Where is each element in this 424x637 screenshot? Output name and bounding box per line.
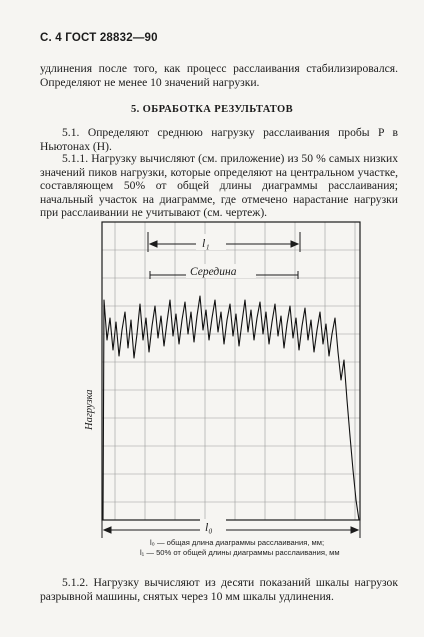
- l0-label: l₀: [205, 520, 213, 534]
- section-title: 5. ОБРАБОТКА РЕЗУЛЬТАТОВ: [130, 104, 294, 115]
- l1-label: l₁: [202, 236, 210, 250]
- page-header: С. 4 ГОСТ 28832—90: [40, 32, 158, 44]
- load-trace: [103, 296, 359, 520]
- y-axis-label: Нагрузка: [84, 389, 95, 430]
- paragraph-5-1-2: 5.1.2. Нагрузку вычисляют из десяти показаний шкалы нагрузок разрывной машины, снятых через 10 мм шкалы удлинения.: [40, 576, 398, 603]
- caption-line-1: l₀ — общая длина диаграммы расслаивания, мм;: [150, 538, 325, 547]
- paragraph-5-1: 5.1. Определяют среднюю нагрузку расслаивания пробы P в Ньютонах (Н).: [40, 126, 398, 153]
- caption-line-2: l₁ — 50% от общей длины диаграммы расслаивания, мм: [140, 548, 340, 557]
- intro-paragraph: удлинения после того, как процесс расслаивания стабилизировался. Определяют не менее 10 значений нагрузки.: [40, 62, 398, 89]
- l0-dimension: [102, 520, 360, 538]
- middle-label: Середина: [190, 266, 237, 278]
- paragraph-5-1-1: 5.1.1. Нагрузку вычисляют (см. приложение) из 50 % самых низких значений пиков нагрузки, которые определяют на центральном участке, составляющем 50% от общей длины диаграммы расслаивания; начальный участок на диаграмме, где отмечено нарастание нагрузки при расслаивании не учитывают (см. чертеж).: [40, 152, 398, 220]
